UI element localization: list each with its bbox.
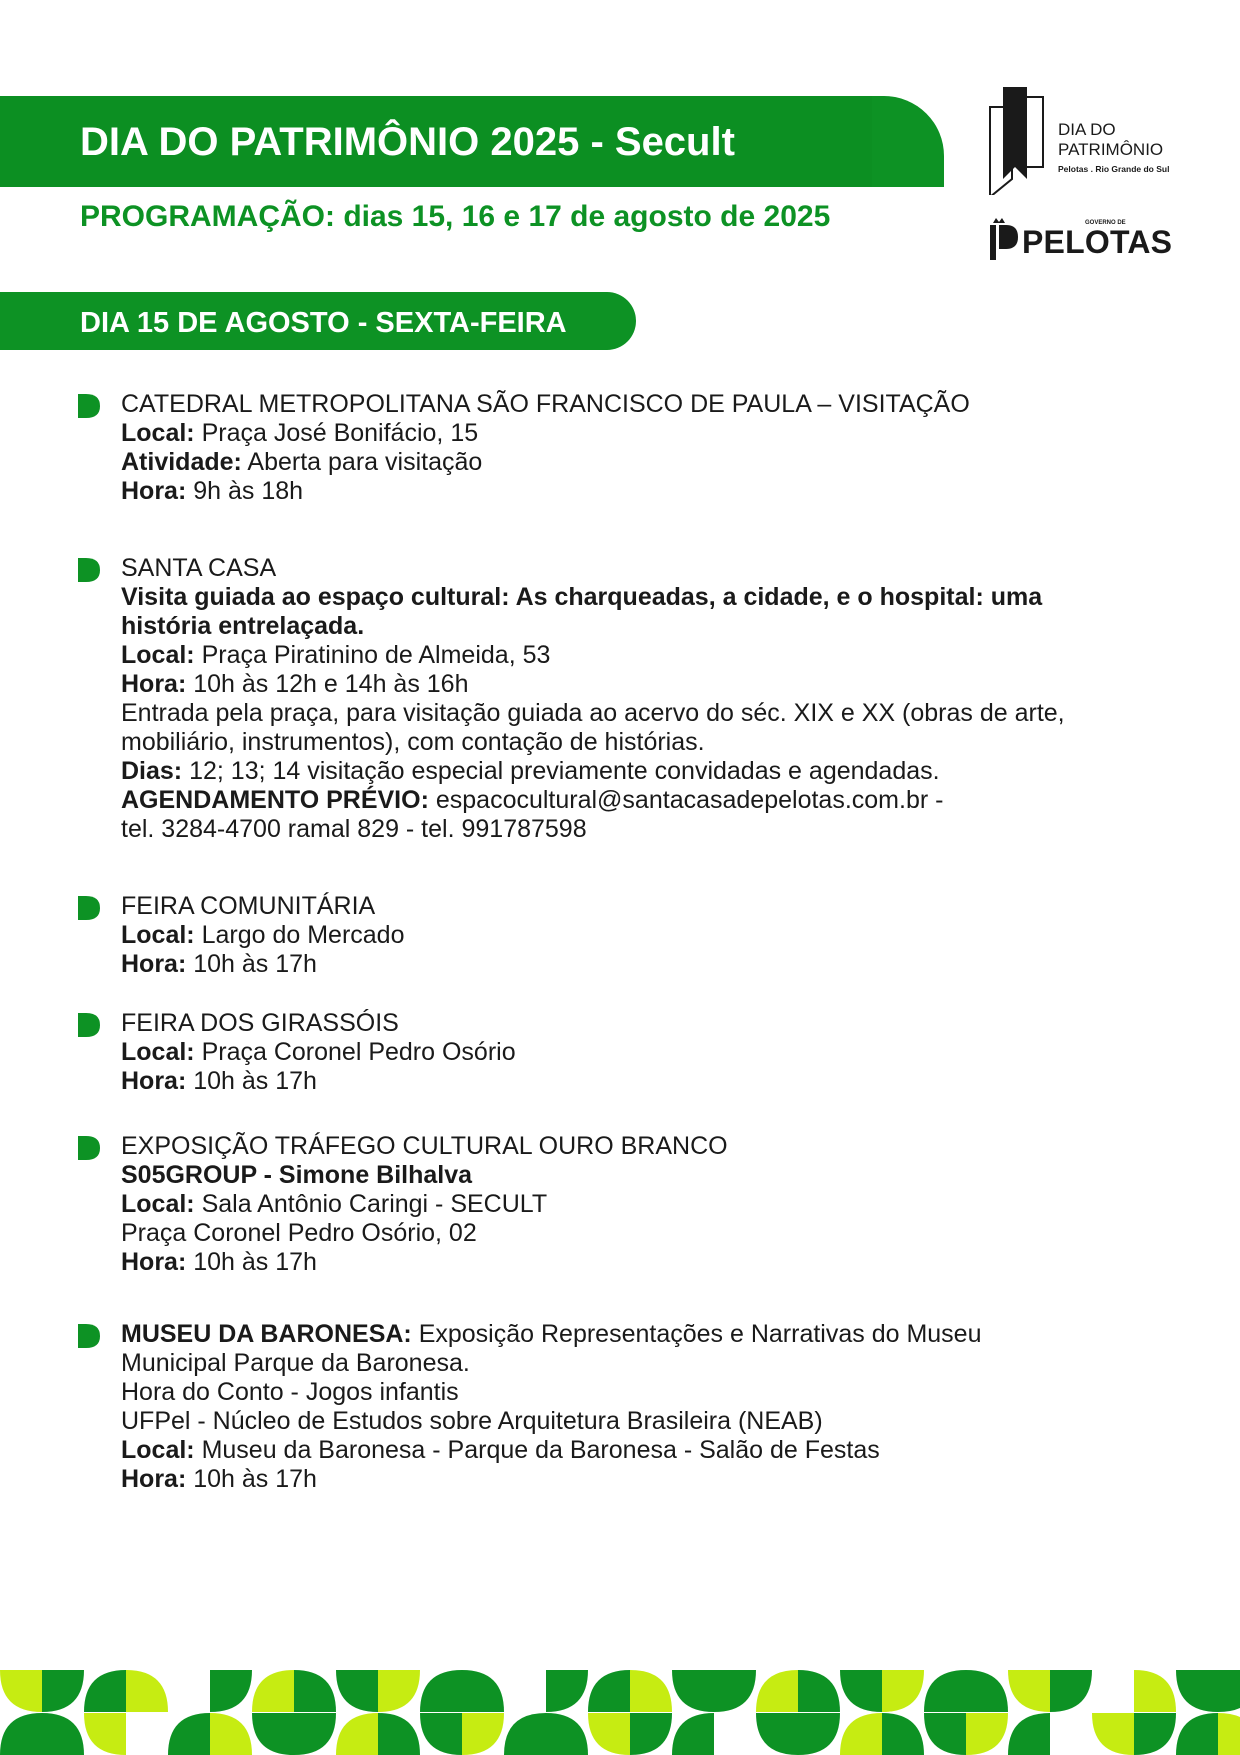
event-museu-baronesa <box>78 1320 1128 1494</box>
leaf-tile-12 <box>588 1670 630 1712</box>
leaf-tile-46 <box>882 1713 924 1755</box>
dia-do-patrimonio-logo <box>985 85 1185 195</box>
event-title: EXPOSIÇÃO TRÁFEGO CULTURAL OURO BRANCO <box>121 1132 728 1160</box>
leaf-tile-0 <box>0 1670 42 1712</box>
leaf-tile-10 <box>462 1670 504 1712</box>
leaf-tile-7 <box>336 1670 378 1712</box>
leaf-tile-32 <box>252 1713 294 1755</box>
event-title-rest: Exposição Representações e Narrativas do Museu <box>411 1320 982 1348</box>
leaf-tile-53 <box>1218 1713 1240 1755</box>
leaf-tile-15 <box>714 1670 756 1712</box>
leaf-bullet-icon <box>78 1136 100 1160</box>
leaf-tile-2 <box>84 1670 126 1712</box>
event-exposicao <box>78 1132 1128 1277</box>
page-title: DIA DO PATRIMÔNIO 2025 - Secult <box>80 120 735 164</box>
hora-label: Hora: <box>121 1465 187 1493</box>
hora-label: Hora: <box>121 1248 187 1276</box>
local-value: Praça José Bonifácio, 15 <box>194 419 479 447</box>
leaf-tile-30 <box>168 1713 210 1755</box>
event-line-3: Hora do Conto - Jogos infantis <box>121 1378 459 1406</box>
leaf-tile-25 <box>1176 1670 1218 1712</box>
event-title: FEIRA COMUNITÁRIA <box>121 892 376 920</box>
leaf-tile-49 <box>1008 1713 1050 1755</box>
event-catedral <box>78 390 1128 506</box>
leaf-tile-14 <box>672 1670 714 1712</box>
dias-value: 12; 13; 14 visitação especial previamente convidadas e agendadas. <box>182 757 940 785</box>
hora-value: 10h às 17h <box>186 950 317 978</box>
local-label: Local: <box>121 1436 195 1464</box>
leaf-bullet-icon <box>78 394 100 418</box>
leaf-tile-36 <box>420 1713 462 1755</box>
local-value: Largo do Mercado <box>194 921 405 949</box>
leaf-tile-34 <box>336 1713 378 1755</box>
logo-line-3: Pelotas . Rio Grande do Sul <box>1058 164 1170 174</box>
event-title: FEIRA DOS GIRASSÓIS <box>121 1009 399 1037</box>
crown-icon <box>990 218 1018 260</box>
leaf-tile-47 <box>924 1713 966 1755</box>
agendamento-value: espacocultural@santacasadepelotas.com.br - <box>428 786 944 814</box>
leaf-tile-31 <box>210 1713 252 1755</box>
leaf-tile-50 <box>1092 1713 1134 1755</box>
event-feira-comunitaria <box>78 892 1128 979</box>
hora-value: 10h às 17h <box>186 1067 317 1095</box>
leaf-tile-9 <box>420 1670 462 1712</box>
local-label: Local: <box>121 1190 195 1218</box>
local-label: Local: <box>121 1038 195 1066</box>
hora-value: 10h às 17h <box>186 1465 317 1493</box>
footer-leaf-pattern <box>0 1670 1240 1755</box>
leaf-tile-3 <box>126 1670 168 1712</box>
page-subtitle: PROGRAMAÇÃO: dias 15, 16 e 17 de agosto de 2025 <box>80 200 831 233</box>
local-label: Local: <box>121 921 195 949</box>
leaf-tile-8 <box>378 1670 420 1712</box>
local-value: Sala Antônio Caringi - SECULT <box>194 1190 548 1218</box>
logo-line-2: PATRIMÔNIO <box>1058 140 1164 159</box>
hora-value: 10h às 17h <box>186 1248 317 1276</box>
event-line-4: UFPel - Núcleo de Estudos sobre Arquitetura Brasileira (NEAB) <box>121 1407 823 1435</box>
hora-value: 9h às 18h <box>186 477 304 505</box>
day-heading: DIA 15 DE AGOSTO - SEXTA-FEIRA <box>80 307 567 339</box>
event-title: SANTA CASA <box>121 554 277 582</box>
local-value: Museu da Baronesa - Parque da Baronesa - Salão de Festas <box>194 1436 880 1464</box>
leaf-tile-4 <box>210 1670 252 1712</box>
event-feira-girassois <box>78 1009 1128 1096</box>
event-title: MUSEU DA BARONESA: <box>121 1320 412 1348</box>
leaf-tile-52 <box>1176 1713 1218 1755</box>
leaf-tile-35 <box>378 1713 420 1755</box>
leaf-tile-20 <box>924 1670 966 1712</box>
leaf-tile-18 <box>840 1670 882 1712</box>
leaf-tile-45 <box>840 1713 882 1755</box>
logo-big-text: PELOTAS <box>1022 224 1172 260</box>
leaf-tile-6 <box>294 1670 336 1712</box>
leaf-tile-41 <box>630 1713 672 1755</box>
leaf-tile-22 <box>1008 1670 1050 1712</box>
leaf-bullet-icon <box>78 896 100 920</box>
ribbon-solid-icon <box>1003 87 1027 179</box>
leaf-tile-40 <box>588 1713 630 1755</box>
leaf-tile-39 <box>546 1713 588 1755</box>
leaf-tile-21 <box>966 1670 1008 1712</box>
event-santa-casa <box>78 554 1128 844</box>
event-line-2: Municipal Parque da Baronesa. <box>121 1349 470 1377</box>
leaf-tile-37 <box>462 1713 504 1755</box>
local-value-2: Praça Coronel Pedro Osório, 02 <box>121 1219 477 1247</box>
telefone: tel. 3284-4700 ramal 829 - tel. 991787598 <box>121 815 587 843</box>
leaf-tile-17 <box>798 1670 840 1712</box>
local-value: Praça Piratinino de Almeida, 53 <box>194 641 551 669</box>
hora-label: Hora: <box>121 477 187 505</box>
atividade-label: Atividade: <box>121 448 242 476</box>
atividade-value: Aberta para visitação <box>241 448 483 476</box>
leaf-tile-27 <box>0 1713 42 1755</box>
leaf-tile-1 <box>42 1670 84 1712</box>
hora-label: Hora: <box>121 1067 187 1095</box>
local-label: Local: <box>121 419 195 447</box>
leaf-tile-33 <box>294 1713 336 1755</box>
event-subtitle: Visita guiada ao espaço cultural: As charqueadas, a cidade, e o hospital: uma história entrelaçada. <box>121 583 1043 640</box>
leaf-tile-28 <box>42 1713 84 1755</box>
leaf-tile-19 <box>882 1670 924 1712</box>
leaf-tile-24 <box>1134 1670 1176 1712</box>
leaf-tile-43 <box>756 1713 798 1755</box>
leaf-tile-29 <box>84 1713 126 1755</box>
leaf-bullet-icon <box>78 1324 100 1348</box>
leaf-tile-48 <box>966 1713 1008 1755</box>
leaf-tile-44 <box>798 1713 840 1755</box>
leaf-tile-5 <box>252 1670 294 1712</box>
event-title: CATEDRAL METROPOLITANA SÃO FRANCISCO DE PAULA – VISITAÇÃO <box>121 390 970 418</box>
leaf-tile-26 <box>1218 1670 1240 1712</box>
event-description: Entrada pela praça, para visitação guiada ao acervo do séc. XIX e XX (obras de arte, mobiliário, instrumentos), com contação de histórias. <box>121 699 1065 756</box>
leaf-tile-16 <box>756 1670 798 1712</box>
leaf-tile-51 <box>1134 1713 1176 1755</box>
leaf-bullet-icon <box>78 558 100 582</box>
leaf-tile-42 <box>672 1713 714 1755</box>
leaf-tile-38 <box>504 1713 546 1755</box>
leaf-tile-13 <box>630 1670 672 1712</box>
governo-pelotas-logo <box>988 216 1188 262</box>
agendamento-label: AGENDAMENTO PRÉVIO: <box>121 786 429 814</box>
leaf-bullet-icon <box>78 1013 100 1037</box>
leaf-tile-11 <box>546 1670 588 1712</box>
logo-small-text: GOVERNO DE <box>1085 220 1126 226</box>
event-subtitle: S05GROUP - Simone Bilhalva <box>121 1161 473 1189</box>
local-value: Praça Coronel Pedro Osório <box>194 1038 516 1066</box>
local-label: Local: <box>121 641 195 669</box>
logo-line-1: DIA DO <box>1058 120 1116 139</box>
hora-label: Hora: <box>121 670 187 698</box>
leaf-tile-23 <box>1050 1670 1092 1712</box>
hora-value: 10h às 12h e 14h às 16h <box>186 670 469 698</box>
hora-label: Hora: <box>121 950 187 978</box>
dias-label: Dias: <box>121 757 183 785</box>
